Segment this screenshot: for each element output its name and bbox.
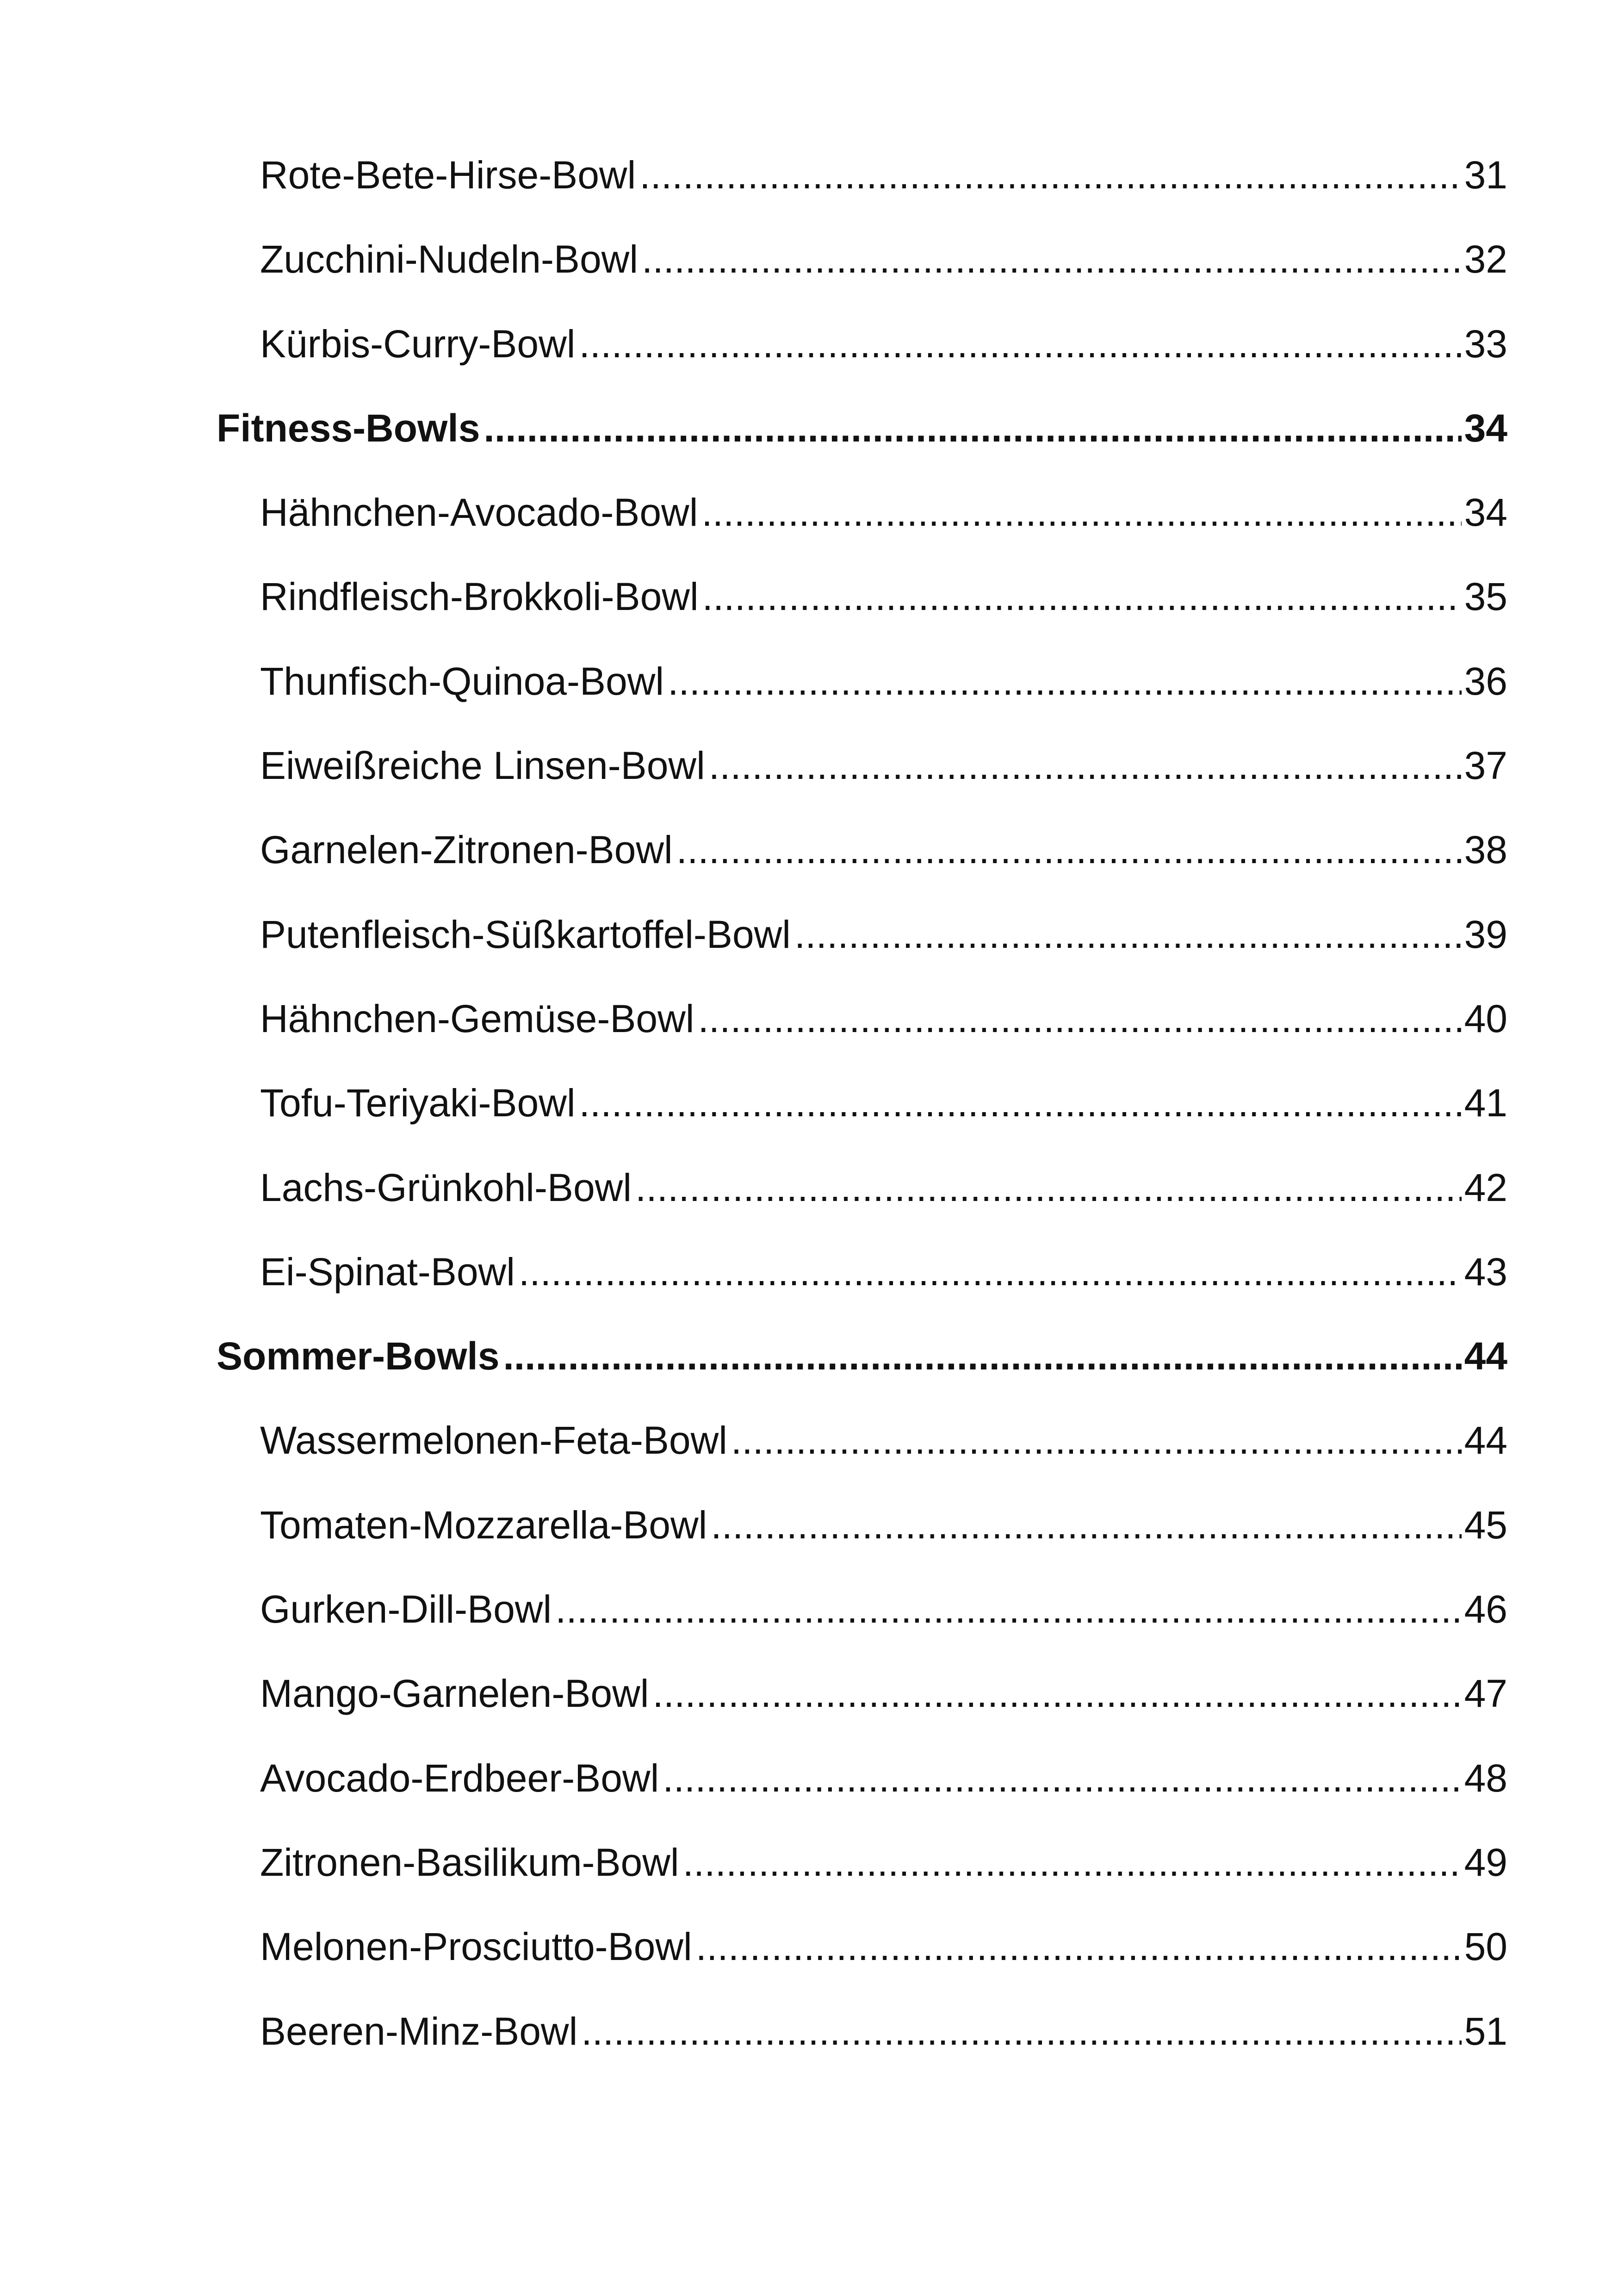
dot-leader <box>701 493 1461 532</box>
toc-entry[interactable] <box>217 493 1507 577</box>
toc-entry-title: Eiweißreiche Linsen-Bowl <box>260 744 705 788</box>
toc-entry-title: Hähnchen-Gemüse-Bowl <box>260 996 694 1040</box>
dot-leader <box>731 1421 1462 1460</box>
toc-entry[interactable] <box>217 1252 1507 1337</box>
toc-entry-title: Fitness-Bowls <box>217 406 480 450</box>
toc-entry-title: Hähnchen-Avocado-Bowl <box>260 491 698 535</box>
toc-entry[interactable] <box>217 2009 1507 2096</box>
toc-entry-page-number: 36 <box>1464 659 1507 703</box>
toc-entry-page-number: 35 <box>1464 575 1507 619</box>
toc-entry[interactable] <box>217 746 1507 830</box>
dot-leader <box>579 324 1461 363</box>
dot-leader <box>581 2012 1461 2051</box>
toc-entry-title: Wassermelonen-Feta-Bowl <box>260 1419 727 1462</box>
table-of-contents <box>217 153 1507 2096</box>
toc-entry-page-number: 32 <box>1464 237 1507 281</box>
dot-leader <box>702 577 1462 616</box>
toc-entry[interactable] <box>217 1840 1507 1927</box>
toc-entry[interactable] <box>217 153 1507 240</box>
dot-leader <box>652 1674 1461 1713</box>
toc-entry[interactable] <box>217 1927 1507 2011</box>
toc-entry-page-number: 34 <box>1464 491 1507 535</box>
dot-leader <box>668 662 1462 701</box>
toc-entry[interactable] <box>217 1756 1507 1843</box>
dot-leader <box>519 1252 1462 1291</box>
toc-entry[interactable] <box>217 237 1507 324</box>
toc-entry-page-number: 37 <box>1464 744 1507 788</box>
dot-leader <box>484 409 1461 448</box>
toc-entry[interactable] <box>217 1083 1507 1168</box>
toc-entry[interactable] <box>217 1421 1507 1505</box>
toc-entry-page-number: 50 <box>1464 1925 1507 1969</box>
toc-entry-page-number: 33 <box>1464 322 1507 366</box>
toc-entry-page-number: 34 <box>1464 406 1507 450</box>
toc-entry[interactable] <box>217 1674 1507 1758</box>
toc-entry-page-number: 38 <box>1464 828 1507 872</box>
toc-entry-title: Thunfisch-Quinoa-Bowl <box>260 659 664 703</box>
toc-entry-page-number: 44 <box>1464 1334 1507 1378</box>
toc-entry-title: Mango-Garnelen-Bowl <box>260 1672 649 1716</box>
toc-entry-title: Sommer-Bowls <box>217 1334 500 1378</box>
toc-entry-page-number: 48 <box>1464 1756 1507 1800</box>
toc-entry-title: Rote-Bete-Hirse-Bowl <box>260 153 636 197</box>
toc-entry-page-number: 51 <box>1464 2009 1507 2053</box>
toc-entry[interactable] <box>217 577 1507 661</box>
toc-entry-title: Gurken-Dill-Bowl <box>260 1587 552 1631</box>
dot-leader <box>642 240 1462 279</box>
toc-entry-page-number: 31 <box>1464 153 1507 197</box>
toc-entry-title: Putenfleisch-Süßkartoffel-Bowl <box>260 912 791 956</box>
toc-entry-page-number: 40 <box>1464 996 1507 1040</box>
dot-leader <box>555 1590 1461 1629</box>
dot-leader <box>663 1759 1461 1798</box>
toc-entry-title: Kürbis-Curry-Bowl <box>260 322 576 366</box>
toc-entry-title: Tofu-Teriyaki-Bowl <box>260 1081 576 1125</box>
dot-leader <box>639 156 1461 194</box>
toc-entry-page-number: 43 <box>1464 1250 1507 1294</box>
dot-leader <box>676 830 1462 869</box>
toc-entry-title: Melonen-Prosciutto-Bowl <box>260 1925 692 1969</box>
toc-entry-page-number: 49 <box>1464 1840 1507 1884</box>
toc-entry-title: Zucchini-Nudeln-Bowl <box>260 237 638 281</box>
toc-entry-title: Avocado-Erdbeer-Bowl <box>260 1756 659 1800</box>
toc-entry-page-number: 44 <box>1464 1419 1507 1462</box>
dot-leader <box>683 1843 1462 1882</box>
toc-entry[interactable] <box>217 324 1507 409</box>
toc-entry[interactable] <box>217 1165 1507 1252</box>
toc-entry-title: Rindfleisch-Brokkoli-Bowl <box>260 575 699 619</box>
toc-entry-page-number: 42 <box>1464 1165 1507 1209</box>
toc-section-entry[interactable] <box>217 1334 1507 1421</box>
toc-entry-page-number: 41 <box>1464 1081 1507 1125</box>
toc-entry-title: Ei-Spinat-Bowl <box>260 1250 515 1294</box>
toc-entry[interactable] <box>217 912 1507 999</box>
toc-entry-page-number: 45 <box>1464 1503 1507 1547</box>
toc-entry-page-number: 46 <box>1464 1587 1507 1631</box>
dot-leader <box>503 1337 1461 1375</box>
dot-leader <box>696 1927 1462 1966</box>
dot-leader <box>794 915 1462 954</box>
toc-entry-title: Beeren-Minz-Bowl <box>260 2009 578 2053</box>
toc-entry-title: Zitronen-Basilikum-Bowl <box>260 1840 679 1884</box>
toc-entry[interactable] <box>217 1503 1507 1590</box>
toc-entry-title: Tomaten-Mozzarella-Bowl <box>260 1503 707 1547</box>
toc-entry-title: Lachs-Grünkohl-Bowl <box>260 1165 632 1209</box>
toc-entry[interactable] <box>217 830 1507 915</box>
toc-entry[interactable] <box>217 996 1507 1083</box>
dot-leader <box>711 1506 1461 1544</box>
dot-leader <box>635 1168 1462 1207</box>
toc-entry[interactable] <box>217 1587 1507 1674</box>
toc-section-entry[interactable] <box>217 406 1507 493</box>
dot-leader <box>709 746 1462 785</box>
dot-leader <box>698 999 1461 1038</box>
toc-entry-title: Garnelen-Zitronen-Bowl <box>260 828 673 872</box>
dot-leader <box>579 1083 1462 1122</box>
toc-entry-page-number: 47 <box>1464 1672 1507 1716</box>
toc-entry[interactable] <box>217 659 1507 746</box>
toc-entry-page-number: 39 <box>1464 912 1507 956</box>
